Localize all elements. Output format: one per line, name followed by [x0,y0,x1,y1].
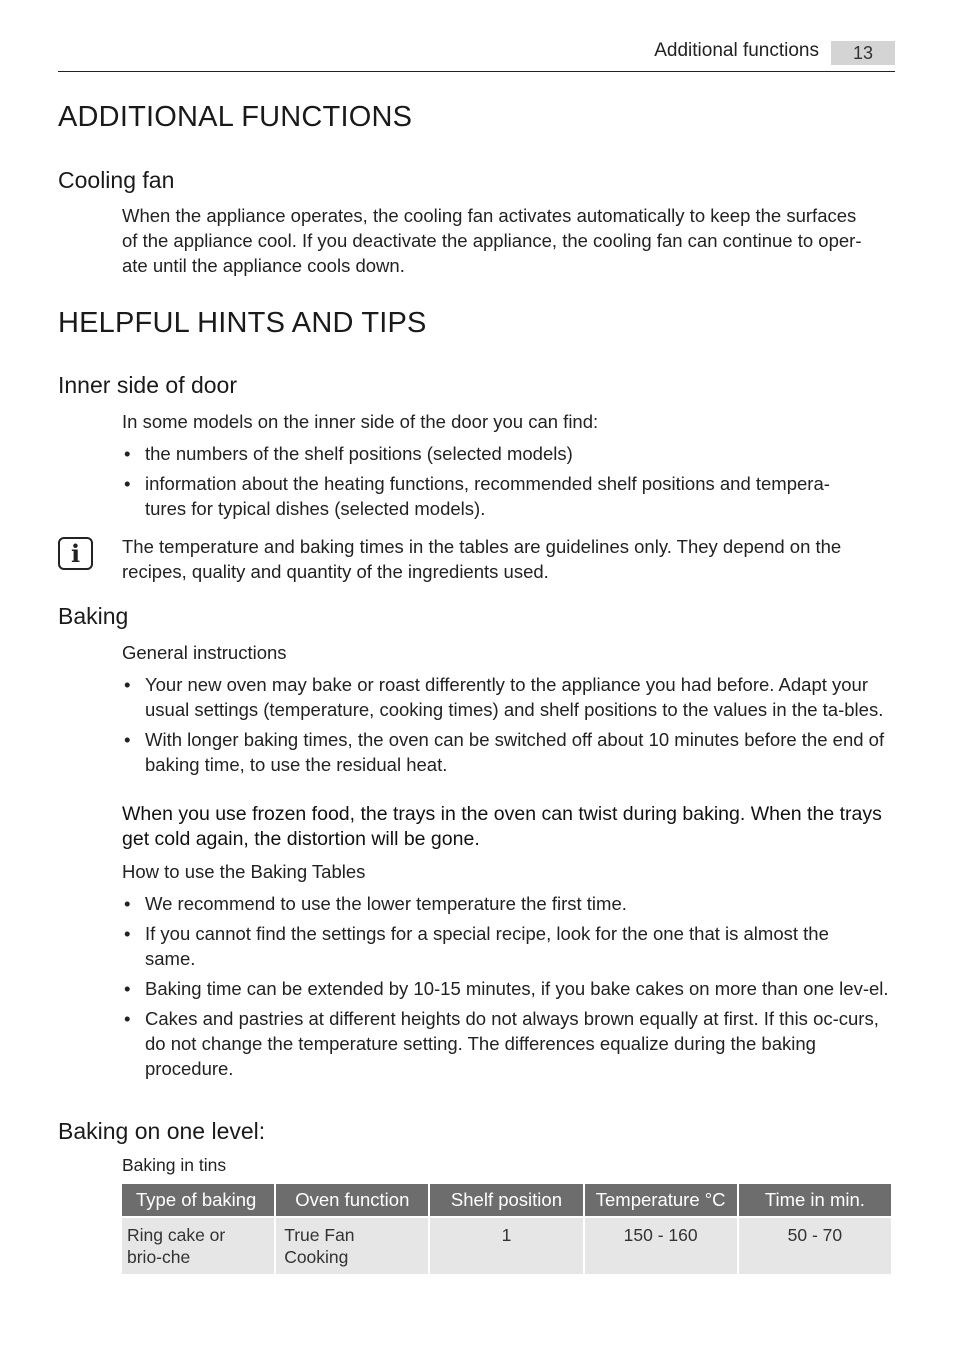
cooling-fan-line: ate until the appliance cools down. [122,255,405,276]
cooling-fan-line: of the appliance cool. If you deactivate the appliance, the cooling fan can continue to oper- [122,230,862,251]
list-item: • Baking time can be extended by 10-15 minutes, if you bake cakes on more than one lev-el. [122,976,897,1001]
cooling-fan-line: When the appliance operates, the cooling fan activates automatically to keep the surfaces [122,205,857,226]
table-cell: Ring cake or brio-che [122,1216,274,1274]
heading-inner-side-of-door: Inner side of door [58,372,238,398]
header-section-title: Additional functions [654,40,819,61]
table-cell: 150 - 160 [585,1216,737,1274]
baking-tables-list [122,891,897,1086]
table-cell: True Fan Cooking [276,1216,428,1274]
frozen-food-note: When you use frozen food, the trays in the oven can twist during baking. When the trays get cold again, the distortion will be gone. [122,803,882,850]
list-item: • Cakes and pastries at different heights do not always brown equally at first. If this oc-curs, do not change the temperature setting. The differences equalize during the baking procedure. [122,1006,897,1081]
inner-door-intro: In some models on the inner side of the door you can find: [122,411,599,432]
heading-helpful-hints: HELPFUL HINTS AND TIPS [58,307,427,339]
list-item: • the numbers of the shelf positions (selected models) [122,441,897,466]
baking-table [120,1184,893,1274]
baking-tables-title: How to use the Baking Tables [122,861,366,882]
list-item: • Your new oven may bake or roast differently to the appliance you had before. Adapt your usual settings (temperature, cooking times) and shelf positions to the values in the ta-bles. [122,672,897,722]
list-item: • If you cannot find the settings for a special recipe, look for the one that is almost the same. [122,921,897,971]
column-header: Time in min. [739,1184,891,1216]
cooling-fan-text [122,203,897,278]
list-item: • information about the heating functions, recommended shelf positions and tempera-tures for typical dishes (selected models). [122,471,897,521]
heading-baking-on-one-level: Baking on one level: [58,1118,266,1144]
info-note-text: The temperature and baking times in the tables are guidelines only. They depend on the recipes, quality and quantity of the ingredients used. [122,536,842,582]
info-icon [58,537,93,570]
table-cell: 1 [430,1216,582,1274]
column-header: Shelf position [430,1184,582,1216]
baking-in-tins-label: Baking in tins [122,1155,227,1175]
page-header [58,38,895,72]
general-instructions-title: General instructions [122,642,287,663]
info-icon-glyph: i [70,539,81,568]
heading-cooling-fan: Cooling fan [58,167,175,193]
table-row [122,1216,891,1274]
page-number: 13 [831,41,895,65]
column-header: Oven function [276,1184,428,1216]
column-header: Type of baking [122,1184,274,1216]
general-instructions-list [122,672,897,782]
table-cell: 50 - 70 [739,1216,891,1274]
column-header: Temperature °C [585,1184,737,1216]
table-header-row [122,1184,891,1216]
inner-door-list [122,441,897,526]
heading-baking: Baking [58,603,129,629]
list-item: • We recommend to use the lower temperature the first time. [122,891,897,916]
heading-additional-functions: ADDITIONAL FUNCTIONS [58,101,413,133]
list-item: • With longer baking times, the oven can be switched off about 10 minutes before the end of baking time, to use the residual heat. [122,727,897,777]
